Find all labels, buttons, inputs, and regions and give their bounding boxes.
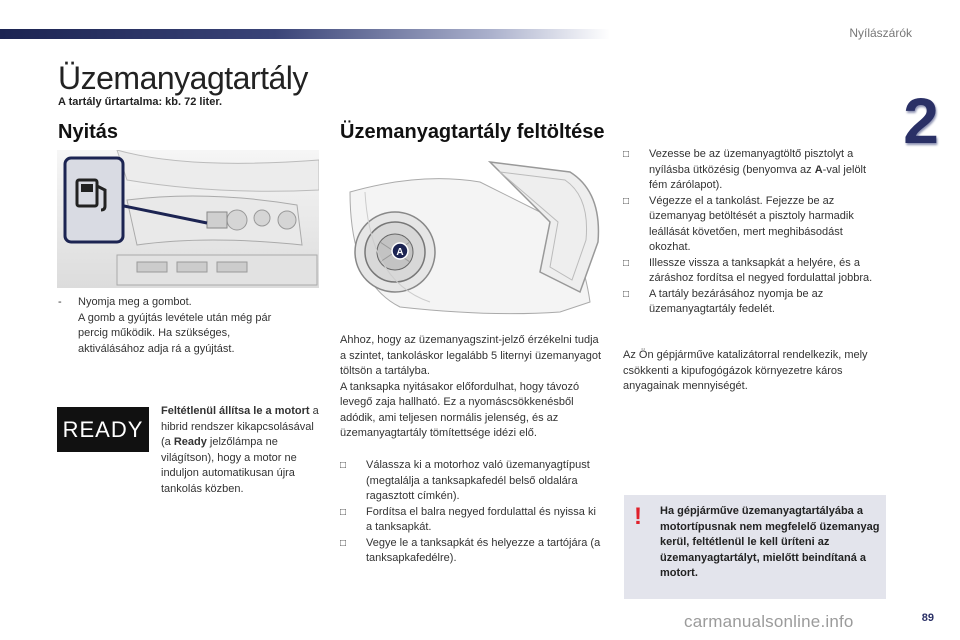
warning-text: Ha gépjárműve üzemanyagtartályába a motortípusnak nem megfelelő üzemanyag kerül, feltétlenül le kell üríteni az üzemanyagtartályt, mielőtt beindítaná a motort.	[660, 505, 880, 579]
checkbox-bullet-icon: □	[340, 460, 347, 471]
list-item-text: Illessze vissza a tanksapkát a helyére, és a záráshoz fordítsa el negyed fordulattal jobbra.	[649, 256, 873, 284]
ready-note	[161, 404, 319, 497]
checkbox-bullet-icon: □	[340, 537, 347, 549]
page-number: 89	[921, 612, 934, 624]
warning-box	[624, 495, 886, 599]
list-item	[623, 147, 885, 194]
fuel-button-photo	[57, 150, 319, 288]
list-item	[340, 536, 602, 567]
list-item	[340, 505, 602, 536]
fuel-filler-photo	[340, 152, 604, 322]
dash-marker: -	[58, 296, 62, 308]
ready-note-text1: a hibrid rendszer kikapcsolásával (a	[161, 405, 319, 448]
refuel-heading: Üzemanyagtartály feltöltése	[340, 121, 605, 143]
warning-icon: !	[634, 503, 642, 530]
tank-capacity: A tartály űrtartalma: kb. 72 liter.	[58, 96, 223, 108]
list-item-text: A tartály bezárásához nyomja be az üzemanyagtartály fedelét.	[649, 287, 824, 315]
refuel-intro: Ahhoz, hogy az üzemanyagszint-jelző érzékelni tudja a szintet, tankoláskor legalább 5 liternyi üzemanyagot töltsön a tartályba. A tanksapka nyitásakor előfordulhat, hogy távozó levegő zaja hallható. Ez a nyomáscsökkenésből adódik, ami teljesen normális jelenség, és az üzemanyagtartály tömítettsége idézi elő.	[340, 334, 602, 439]
list-item	[623, 287, 885, 318]
watermark: carmanualsonline.info	[684, 612, 854, 631]
list-item	[623, 194, 885, 256]
section-title: Nyílászárók	[849, 26, 912, 40]
list-item-text-a: Vezesse be az üzemanyagtöltő pisztolyt a nyílásba ütközésig (benyomva az	[649, 148, 854, 176]
ready-indicator: READY	[57, 407, 149, 452]
list-item	[623, 256, 885, 287]
checkbox-bullet-icon: □	[623, 195, 630, 207]
page-title: Üzemanyagtartály	[58, 60, 308, 96]
chapter-number: 2	[903, 85, 939, 157]
checkbox-bullet-icon: □	[623, 257, 630, 269]
list-item-text: Fordítsa el balra negyed fordulattal és nyissa ki a tanksapkát.	[366, 505, 596, 533]
checkbox-bullet-icon: □	[623, 149, 630, 160]
list-item-text: Válassza ki a motorhoz való üzemanyagtípust (megtalálja a tanksapkafedél belső oldalára ragasztott címkén).	[366, 459, 590, 502]
photo-callout-a: A	[396, 247, 404, 258]
list-item-text: Végezze el a tankolást. Fejezze be az üzemanyag betöltését a pisztoly harmadik leállását követően, mert meghibásodást okozhat.	[649, 194, 854, 253]
opening-step	[58, 295, 288, 357]
ready-note-text2: jelzőlámpa ne világítson), hogy a motor ne induljon automatikusan újra tankolás közben.	[161, 436, 297, 495]
list-item	[340, 458, 602, 505]
opening-step-text: Nyomja meg a gombot. A gomb a gyújtás levétele után még pár percig működik. Ha szükséges, aktiválásához adja rá a gyújtást.	[78, 296, 272, 355]
list-item-text: Vegye le a tanksapkát és helyezze a tartójára (a tanksapkafedélre).	[366, 536, 601, 564]
ready-note-bold: Feltétlenül állítsa le a motort	[161, 405, 310, 417]
catalyst-note: Az Ön gépjárműve katalizátorral rendelkezik, mely csökkenti a kipufogógázok környezetre káros anyagainak mennyiségét.	[623, 349, 868, 392]
marker-a-label: A	[814, 163, 823, 176]
list-item-text-b: -val jelölt fém zárólapot).	[649, 163, 867, 191]
checkbox-bullet-icon: □	[340, 506, 347, 518]
opening-heading: Nyitás	[58, 121, 119, 143]
header-bar	[0, 29, 610, 39]
refuel-steps-left	[340, 458, 602, 567]
ready-label: Ready	[173, 436, 207, 448]
checkbox-bullet-icon: □	[623, 288, 630, 300]
refuel-steps-right	[623, 147, 885, 318]
